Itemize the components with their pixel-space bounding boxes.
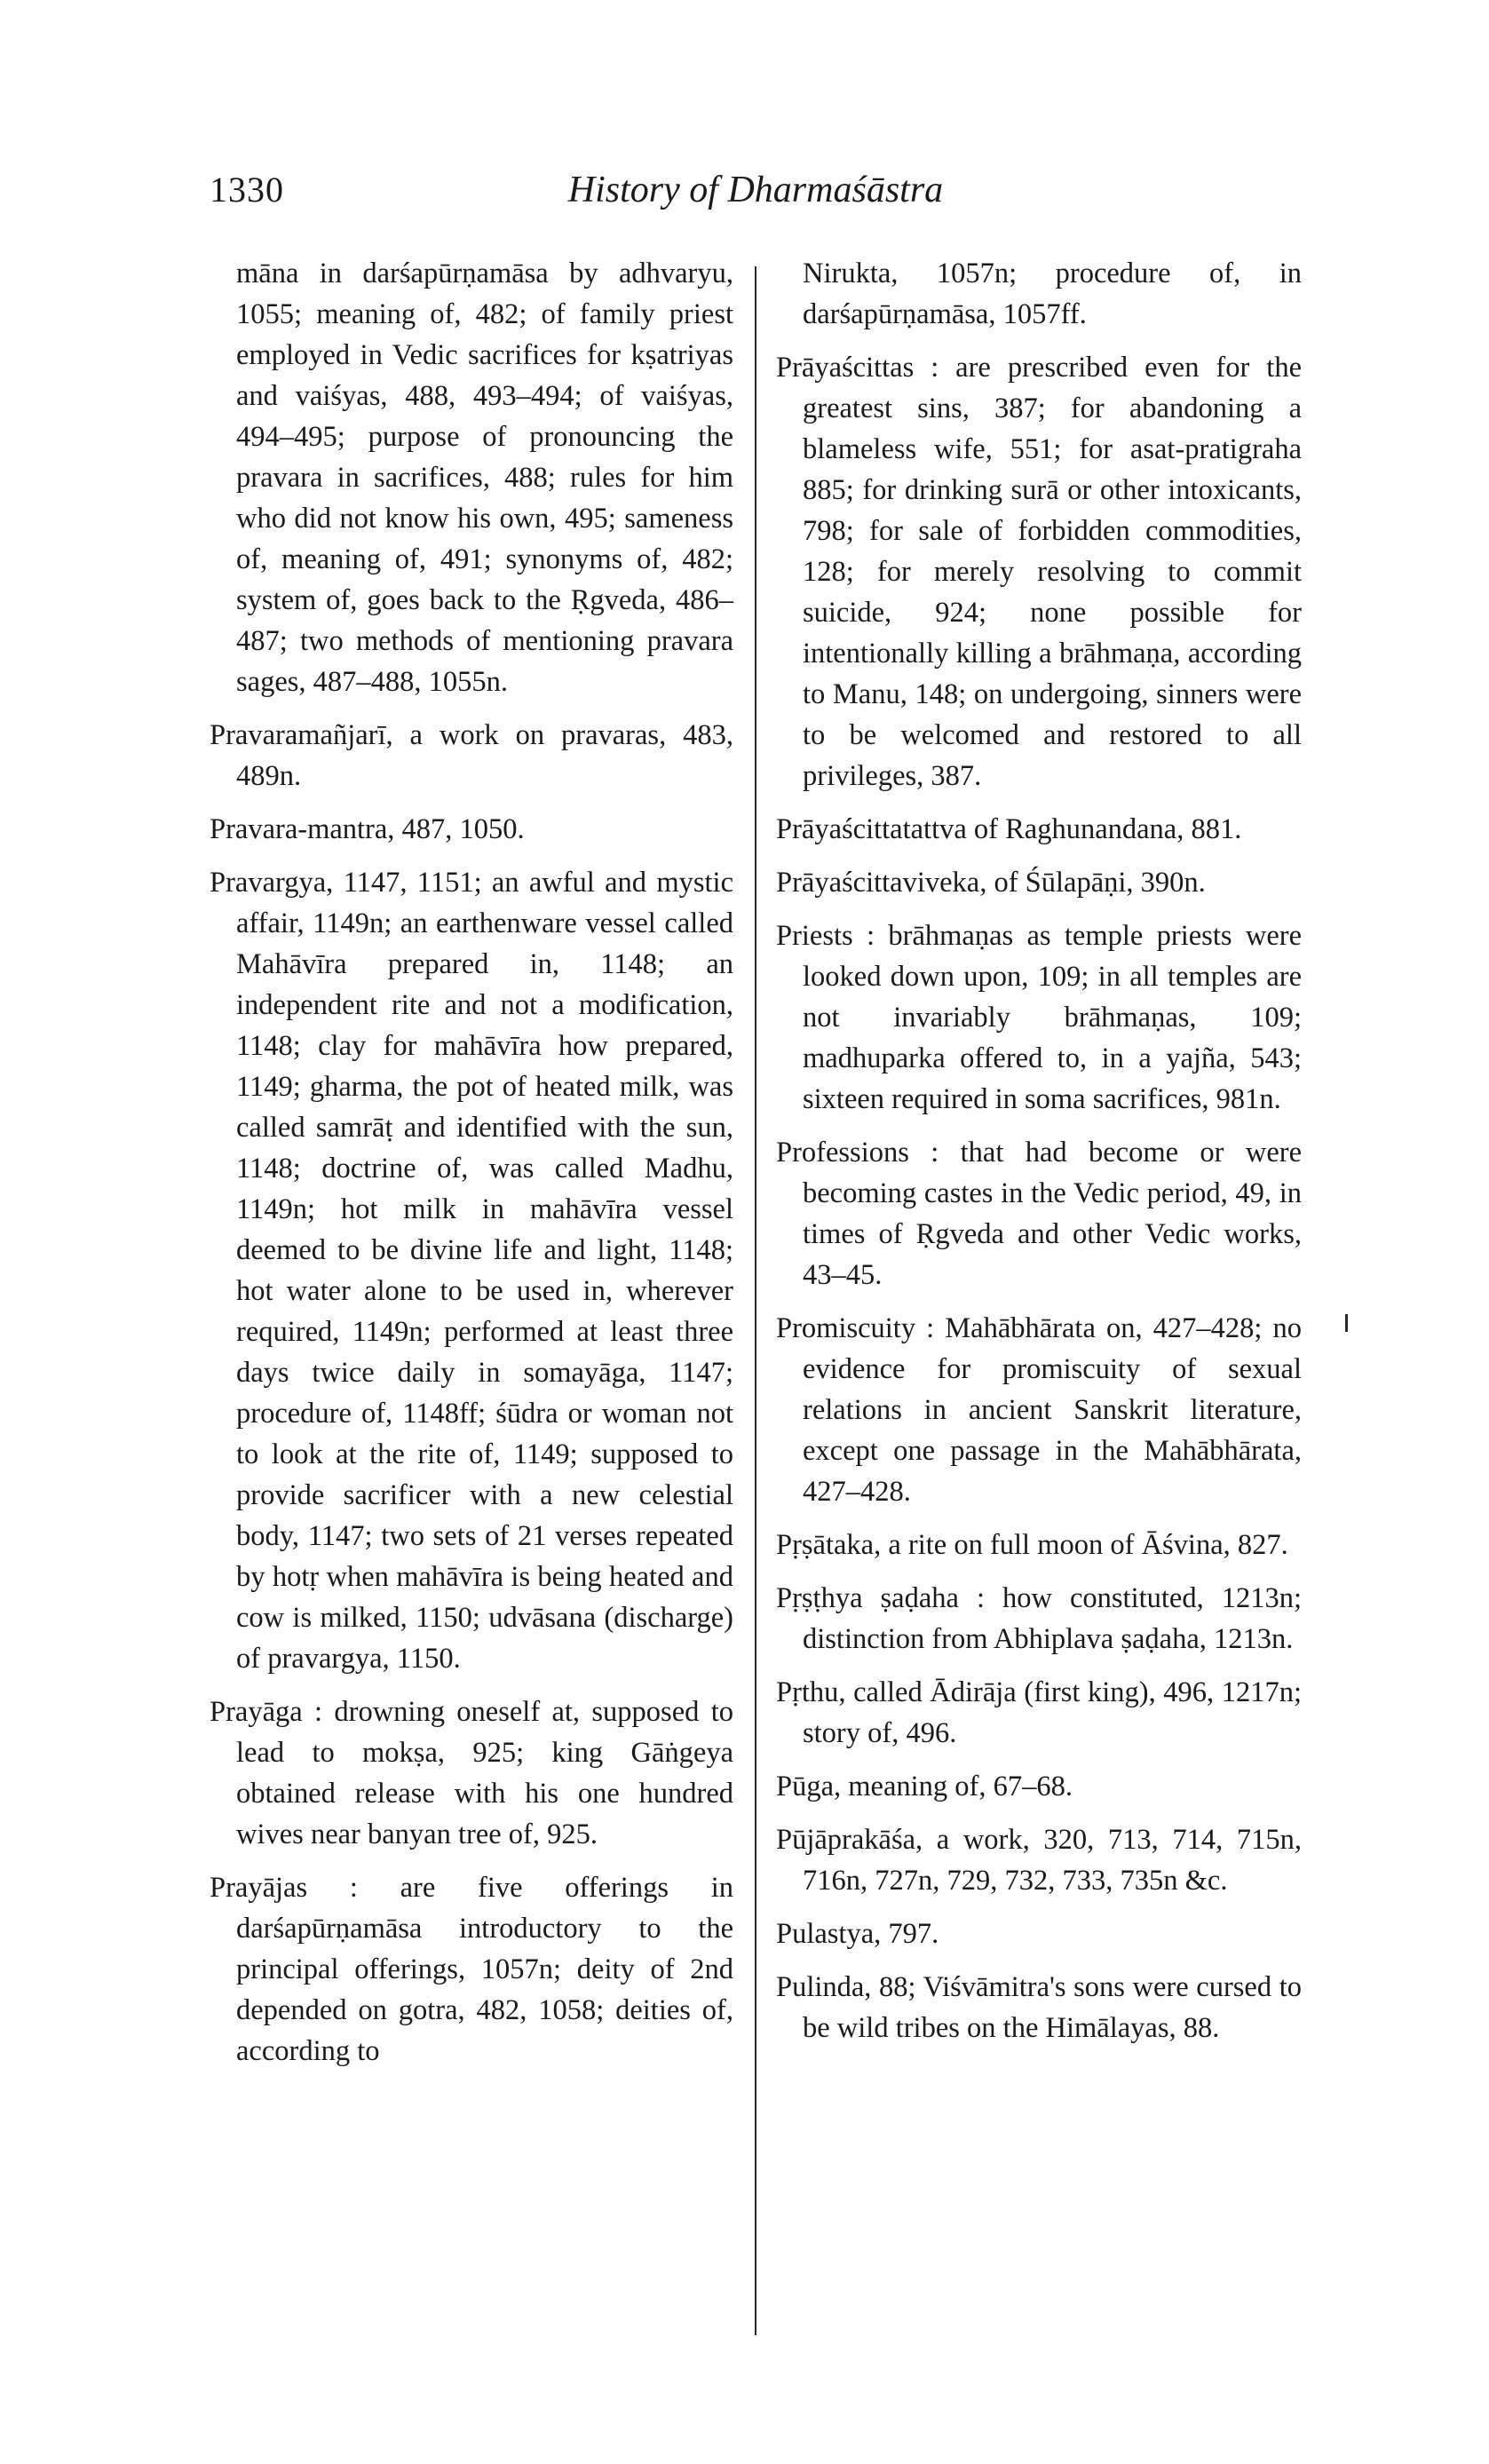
index-entry: Priests : brāhmaṇas as temple priests were looked down upon, 109; in all temples are not invariably brāhmaṇas, 109; madhuparka offered to, in a yajña, 543; sixteen required in soma sacrifices, 981n. bbox=[776, 920, 1302, 1115]
index-entry: Prayāga : drowning oneself at, supposed to lead to mokṣa, 925; king Gāṅgeya obtained release with his one hundred wives near banyan tree of, 925. bbox=[210, 1696, 733, 1850]
index-entry: Pulastya, 797. bbox=[776, 1918, 939, 1950]
index-entry: Pūga, meaning of, 67–68. bbox=[776, 1771, 1073, 1802]
right-column bbox=[776, 253, 1302, 2061]
column-divider bbox=[755, 266, 756, 2335]
index-entry: Pravara-mantra, 487, 1050. bbox=[210, 813, 525, 845]
index-entry: Prāyaścittaviveka, of Śūlapāṇi, 390n. bbox=[776, 867, 1206, 899]
stray-mark bbox=[1345, 1314, 1348, 1332]
index-entry: Pravaramañjarī, a work on pravaras, 483, 489n. bbox=[210, 719, 733, 792]
index-entry: Prāyaścittatattva of Raghunandana, 881. bbox=[776, 813, 1242, 845]
index-entry: Pṛṣṭhya ṣaḍaha : how constituted, 1213n; distinction from Abhiplava ṣaḍaha, 1213n. bbox=[776, 1582, 1302, 1655]
index-entry: māna in darśapūrṇamāsa by adhvaryu, 1055; meaning of, 482; of family priest employed in Vedic sacrifices for kṣatriyas and vaiśyas, 488, 493–494; of vaiśyas, 494–495; purpose of pronouncing the pravara in sacrifices, 488; rules for him who did not know his own, 495; sameness of, meaning of, 491; synonyms of, 482; system of, goes back to the Ṛgveda, 486–487; two methods of mentioning pravara sages, 487–488, 1055n. bbox=[236, 257, 733, 698]
page-number: 1330 bbox=[210, 170, 284, 210]
index-entry: Pṛthu, called Ādirāja (first king), 496, 1217n; story of, 496. bbox=[776, 1676, 1302, 1749]
index-entry: Pravargya, 1147, 1151; an awful and mystic affair, 1149n; an earthenware vessel called Mahāvīra prepared in, 1148; an independent rite and not a modification, 1148; clay for mahāvīra how prepared, 1149; gharma, the pot of heated milk, was called samrāṭ and identified with the sun, 1148; doctrine of, was called Madhu, 1149n; hot milk in mahāvīra vessel deemed to be divine life and light, 1148; hot water alone to be used in, wherever required, 1149n; performed at least three days twice daily in somayāga, 1147; procedure of, 1148ff; śūdra or woman not to look at the rite of, 1149; supposed to provide sacrificer with a new celestial body, 1147; two sets of 21 verses repeated by hotṛ when mahāvīra is being heated and cow is milked, 1150; udvāsana (discharge) of pravargya, 1150. bbox=[210, 867, 733, 1675]
left-column bbox=[210, 253, 733, 2084]
index-entry: Promiscuity : Mahābhārata on, 427–428; no evidence for promiscuity of sexual relations in ancient Sanskrit literature, except one passage in the Mahābhārata, 427–428. bbox=[776, 1312, 1302, 1508]
page-header bbox=[210, 169, 1302, 222]
index-entry: Pulinda, 88; Viśvāmitra's sons were cursed to be wild tribes on the Himālayas, 88. bbox=[776, 1971, 1302, 2044]
index-entry: Nirukta, 1057n; procedure of, in darśapūrṇamāsa, 1057ff. bbox=[803, 257, 1302, 330]
index-entry: Prāyaścittas : are prescribed even for the greatest sins, 387; for abandoning a blameless wife, 551; for asat-pratigraha 885; for drinking surā or other intoxicants, 798; for sale of forbidden commodities, 128; for merely resolving to commit suicide, 924; none possible for intentionally killing a brāhmaṇa, according to Manu, 148; on undergoing, sinners were to be welcomed and restored to all privileges, 387. bbox=[776, 352, 1302, 792]
index-entry: Professions : that had become or were becoming castes in the Vedic period, 49, in times of Ṛgveda and other Vedic works, 43–45. bbox=[776, 1137, 1302, 1291]
index-entry: Prayājas : are five offerings in darśapūrṇamāsa introductory to the principal offerings, 1057n; deity of 2nd depended on gotra, 482, 1058; deities of, according to bbox=[210, 1872, 733, 2067]
index-entry: Pūjāprakāśa, a work, 320, 713, 714, 715n, 716n, 727n, 729, 732, 733, 735n &c. bbox=[776, 1824, 1302, 1897]
index-entry: Pṛṣātaka, a rite on full moon of Āśvina, 827. bbox=[776, 1529, 1288, 1561]
running-title: History of Dharmaśāstra bbox=[567, 170, 944, 210]
